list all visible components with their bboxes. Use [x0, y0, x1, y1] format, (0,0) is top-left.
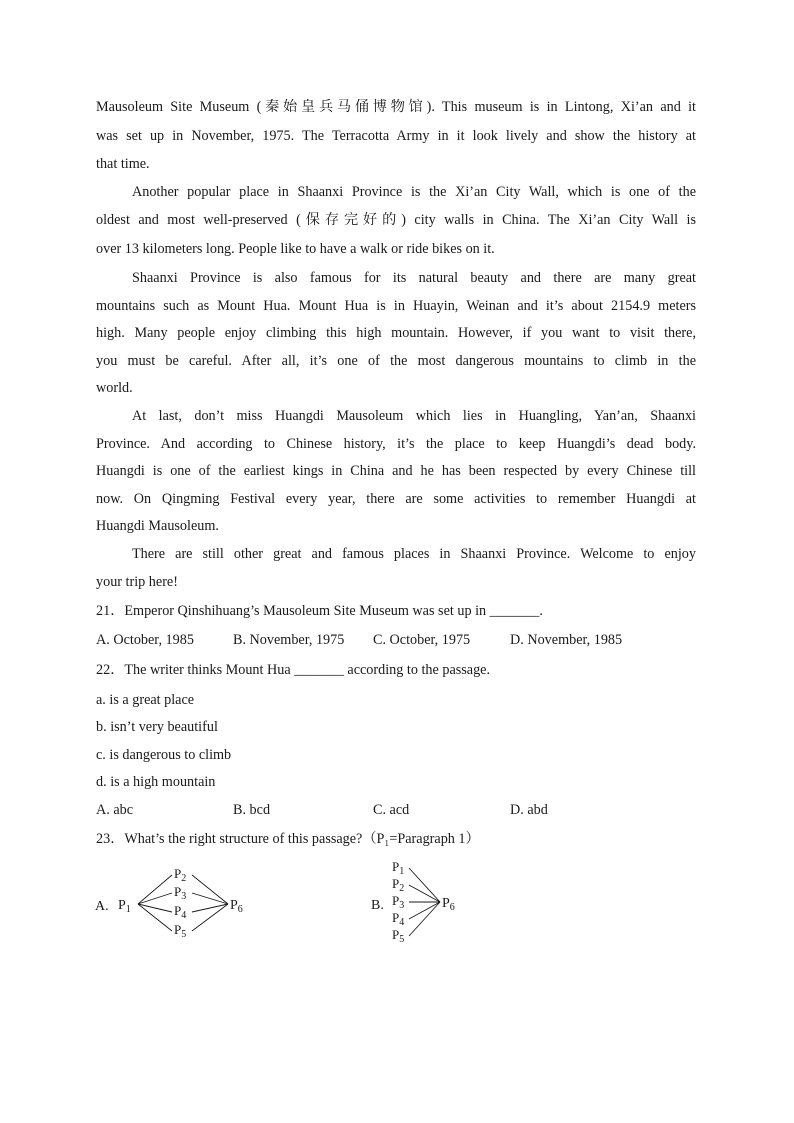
passage-line: Another popular place in Shaanxi Province is the Xi’an City Wall, which is one of the: [132, 184, 696, 200]
option-d[interactable]: D. abd: [510, 802, 548, 818]
passage-line: your trip here!: [96, 574, 178, 590]
statement-d: d. is a high mountain: [96, 774, 216, 790]
node-p6: $P_6$: [230, 898, 243, 915]
node-p1: $P_1$: [392, 859, 405, 877]
passage-line: you must be careful. After all, it’s one of the most dangerous mountains to climb in the: [96, 353, 696, 369]
question-stem: 23．What’s the right structure of this passage?（P₁=Paragraph 1）: [96, 831, 480, 847]
passage-line: high. Many people enjoy climbing this high mountain. However, if you want to visit there,: [96, 325, 696, 341]
option-a[interactable]: A. abc: [96, 802, 134, 818]
passage-line: over 13 kilometers long. People like to have a walk or ride bikes on it.: [96, 241, 495, 257]
node-p5: $P_5$: [392, 927, 405, 945]
passage-line: Province. And according to Chinese history, it’s the place to keep Huangdi’s dead body.: [96, 436, 696, 452]
passage-line: world.: [96, 380, 133, 396]
statement-b: b. isn’t very beautiful: [96, 719, 218, 735]
option-c[interactable]: C. October, 1975: [373, 632, 471, 648]
option-a[interactable]: A. October, 1985: [96, 632, 194, 648]
passage-line: Shaanxi Province is also famous for its natural beauty and there are many great: [132, 270, 696, 286]
passage-line: mountains such as Mount Hua. Mount Hua is in Huayin, Weinan and it’s about 2154.9 meters: [96, 298, 696, 314]
option-a-label: A.: [95, 899, 109, 914]
statement-a: a. is a great place: [96, 692, 195, 708]
passage-line: Huangdi is one of the earliest kings in China and he has been respected by every Chinese till: [96, 463, 696, 479]
question-stem: 21．Emperor Qinshihuang’s Mausoleum Site Museum was set up in _______.: [96, 603, 543, 619]
passage-line: oldest and most well-preserved (保存完好的) city walls in China. The Xi’an City Wall is: [96, 212, 696, 228]
passage-line: Mausoleum Site Museum (秦始皇兵马俑博物馆). This museum is in Lintong, Xi’an and it: [96, 99, 696, 115]
option-c[interactable]: C. acd: [373, 802, 410, 818]
passage-line: At last, don’t miss Huangdi Mausoleum which lies in Huangling, Yan’an, Shaanxi: [132, 408, 696, 424]
question-options: [96, 631, 696, 649]
option-b[interactable]: B. November, 1975: [233, 632, 345, 648]
node-p2: $P_2$: [174, 866, 187, 884]
option-b[interactable]: B. bcd: [233, 802, 271, 818]
connector-lines: [409, 868, 440, 936]
option-d[interactable]: D. November, 1985: [510, 632, 623, 648]
question-stem: 22．The writer thinks Mount Hua _______ according to the passage.: [96, 662, 491, 678]
passage-line: Huangdi Mausoleum.: [96, 518, 219, 534]
passage-line: that time.: [96, 156, 150, 172]
structure-diagram-a[interactable]: [92, 858, 262, 948]
node-p2: $P_2$: [392, 876, 405, 894]
passage-line: was set up in November, 1975. The Terracotta Army in it look lively and show the history at: [96, 128, 696, 144]
structure-diagram-b[interactable]: [368, 855, 478, 950]
passage-line: now. On Qingming Festival every year, there are some activities to remember Huangdi at: [96, 491, 696, 507]
node-p6: $P_6$: [442, 896, 455, 913]
option-b-label: B.: [371, 898, 384, 913]
node-p4: $P_4$: [174, 903, 187, 921]
statement-c: c. is dangerous to climb: [96, 747, 232, 763]
node-p3: $P_3$: [392, 893, 405, 911]
passage-line: There are still other great and famous places in Shaanxi Province. Welcome to enjoy: [132, 546, 696, 562]
question-options: [96, 801, 696, 819]
node-p3: $P_3$: [174, 884, 187, 902]
node-p5: $P_5$: [174, 922, 187, 940]
node-p1: $P_1$: [118, 898, 131, 915]
node-p4: $P_4$: [392, 910, 405, 928]
